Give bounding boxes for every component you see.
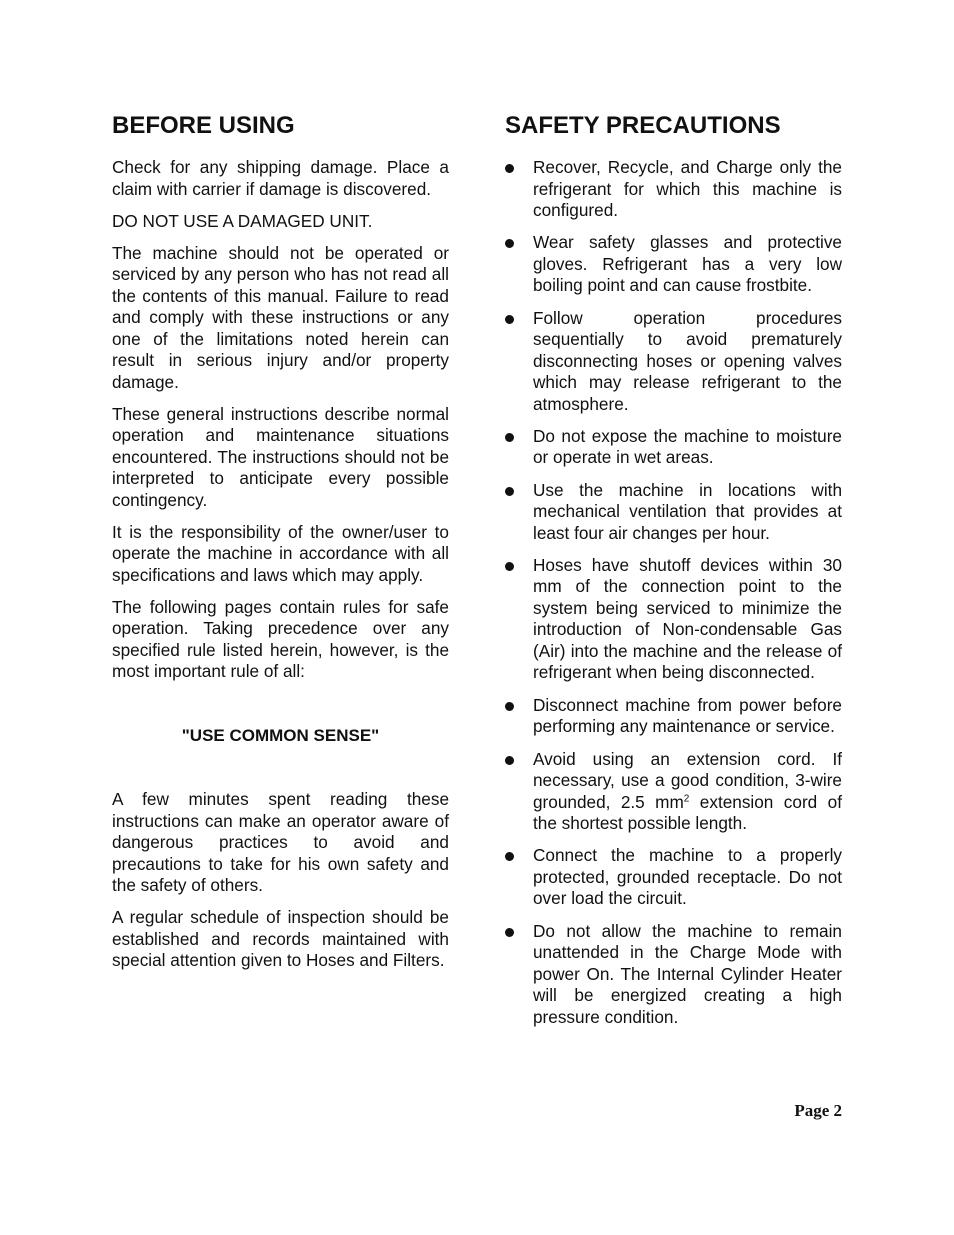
bullet-icon	[505, 562, 514, 571]
before-using-section	[112, 111, 449, 982]
superscript: 2	[683, 792, 690, 804]
list-item-text: Disconnect machine from power before performing any maintenance or service.	[533, 694, 842, 737]
paragraph: A regular schedule of inspection should be established and records maintained with special attention given to Hoses and Filters.	[112, 907, 449, 970]
list-item	[505, 232, 842, 297]
paragraph: The machine should not be operated or serviced by any person who has not read all the contents of this manual. Failure to read and comply with these instructions or any one of the limitations noted herein can result in serious injury and/or property damage.	[112, 242, 449, 392]
list-item-text: Wear safety glasses and protective gloves. Refrigerant has a very low boiling point and can cause frostbite.	[533, 232, 842, 296]
list-item	[505, 426, 842, 469]
list-item	[505, 480, 842, 545]
list-item	[505, 308, 842, 416]
list-item-text: Use the machine in locations with mechanical ventilation that provides at least four air changes per hour.	[533, 479, 842, 543]
list-item-text: Follow operation procedures sequentially to avoid prematurely disconnecting hoses or opening valves which may release refrigerant to the atmosphere.	[533, 307, 842, 414]
extension-cord-text-end: extension cord of the shortest possible length.	[533, 791, 842, 834]
list-item	[505, 695, 842, 738]
bullet-icon	[505, 315, 514, 324]
bullet-icon	[505, 239, 514, 248]
common-sense-callout: "USE COMMON SENSE"	[181, 725, 380, 745]
list-item-text: Connect the machine to a properly protected, grounded receptacle. Do not over load the circuit.	[533, 845, 842, 909]
list-item	[505, 921, 842, 1029]
safety-precautions-section	[505, 111, 842, 1039]
page-number: Page 2	[794, 1101, 842, 1120]
list-item	[505, 749, 842, 835]
extension-cord-text: Avoid using an extension cord. If necessary, use a good condition, 3-wire grounded, 2.5 mm	[533, 748, 842, 812]
bullet-icon	[505, 164, 514, 173]
paragraph: It is the responsibility of the owner/user to operate the machine in accordance with all specifications and laws which may apply.	[112, 521, 449, 585]
paragraph: These general instructions describe normal operation and maintenance situations encountered. The instructions should not be interpreted to anticipate every possible contingency.	[112, 403, 449, 510]
bullet-icon	[505, 852, 514, 861]
safety-precautions-heading: SAFETY PRECAUTIONS	[505, 112, 781, 139]
paragraph: DO NOT USE A DAMAGED UNIT.	[112, 210, 373, 231]
bullet-icon	[505, 756, 514, 765]
list-item	[505, 555, 842, 684]
paragraph: A few minutes spent reading these instructions can make an operator aware of dangerous practices to avoid and precautions to take for his own safety and the safety of others.	[112, 789, 449, 895]
bullet-icon	[505, 702, 514, 711]
list-item	[505, 845, 842, 910]
bullet-icon	[505, 487, 514, 496]
list-item-text: Do not expose the machine to moisture or operate in wet areas.	[533, 425, 842, 468]
paragraph: Check for any shipping damage. Place a claim with carrier if damage is discovered.	[112, 157, 449, 199]
before-using-heading: BEFORE USING	[112, 112, 295, 139]
bullet-icon	[505, 928, 514, 937]
list-item-text: Do not allow the machine to remain unattended in the Charge Mode with power On. The Internal Cylinder Heater will be energized creating a high pressure condition.	[533, 920, 842, 1027]
bullet-icon	[505, 433, 514, 442]
list-item	[505, 157, 842, 222]
paragraph: The following pages contain rules for safe operation. Taking precedence over any specified rule listed herein, however, is the most important rule of all:	[112, 596, 449, 681]
list-item-text	[533, 749, 842, 834]
list-item-text: Hoses have shutoff devices within 30 mm of the connection point to the system being serviced to minimize the introduction of Non-condensable Gas (Air) into the machine and the release of refrigerant when being disconnected.	[533, 554, 842, 683]
precautions-list	[505, 157, 842, 1028]
list-item-text: Recover, Recycle, and Charge only the refrigerant for which this machine is configured.	[533, 157, 842, 220]
